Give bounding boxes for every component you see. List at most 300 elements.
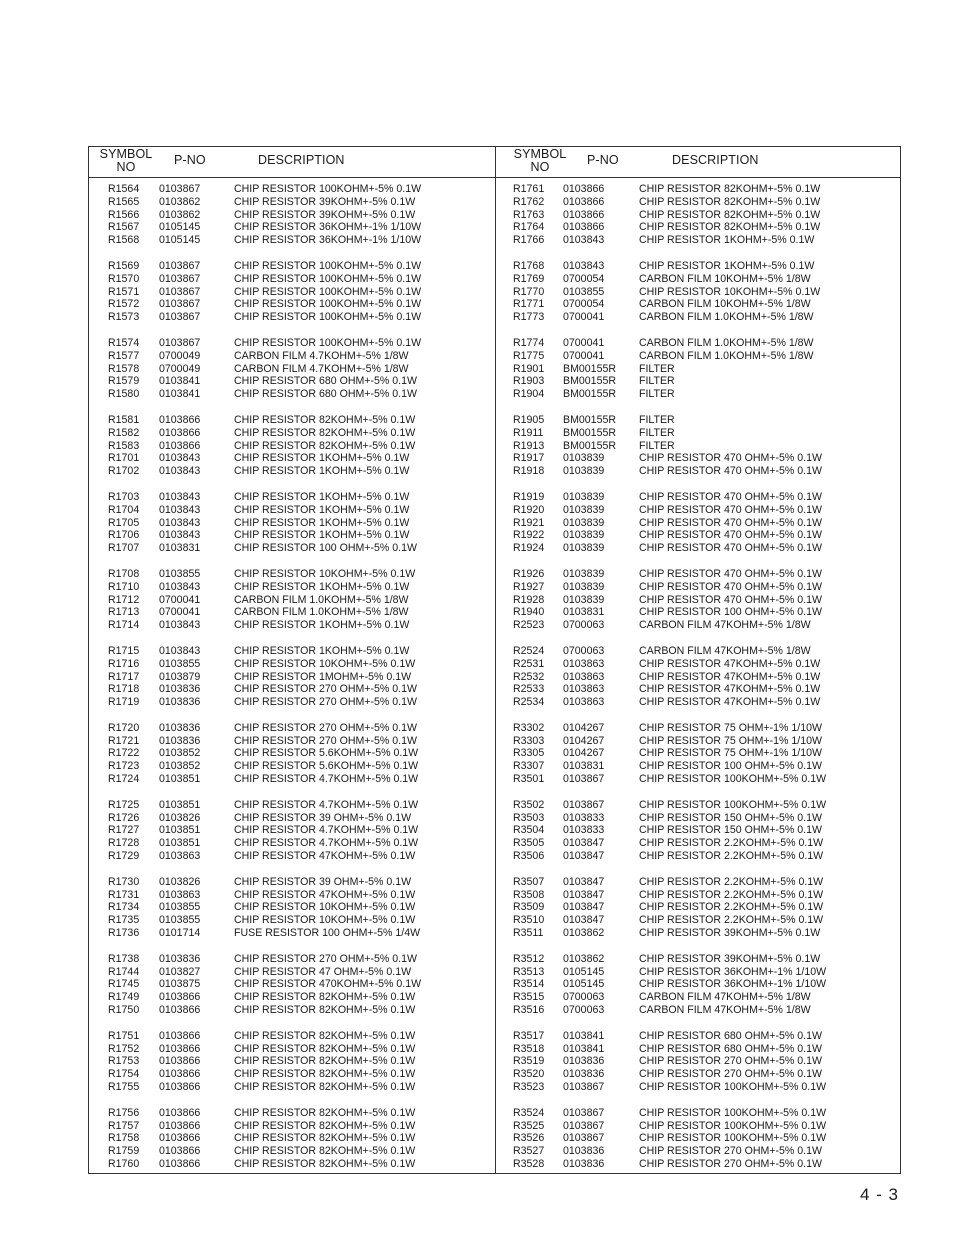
- symbol-no: R3507: [513, 875, 545, 888]
- symbol-no: R2531: [513, 657, 545, 670]
- symbol-no: R1752: [108, 1042, 140, 1055]
- description: CHIP RESISTOR 82KOHM+-5% 0.1W: [234, 1029, 416, 1042]
- symbol-no: R3516: [513, 1004, 545, 1017]
- part-row: [0, 953, 954, 966]
- right-header-pno: P-NO: [587, 153, 619, 167]
- part-no: 0103843: [159, 619, 201, 632]
- description: CHIP RESISTOR 100KOHM+-5% 0.1W: [639, 1106, 827, 1119]
- description: CHIP RESISTOR 270 OHM+-5% 0.1W: [639, 1068, 822, 1081]
- part-no: 0103839: [563, 580, 605, 593]
- part-no: 0103866: [159, 1158, 201, 1170]
- symbol-no: R3526: [513, 1132, 545, 1145]
- symbol-no: R3523: [513, 1081, 545, 1094]
- symbol-no: R1712: [108, 593, 140, 606]
- parts-group: [0, 953, 954, 1017]
- part-no: 0103847: [563, 875, 605, 888]
- description: CHIP RESISTOR 1KOHM+-5% 0.1W: [234, 490, 410, 503]
- symbol-no: R3519: [513, 1055, 545, 1068]
- symbol-no: R1567: [108, 221, 140, 234]
- description: CHIP RESISTOR 270 OHM+-5% 0.1W: [639, 1158, 822, 1170]
- symbol-no: R1773: [513, 311, 545, 324]
- parts-group: [0, 414, 954, 478]
- part-row: [0, 1081, 954, 1094]
- description: CHIP RESISTOR 100KOHM+-5% 0.1W: [639, 1132, 827, 1145]
- part-row: [0, 337, 954, 350]
- right-parts-column: [0, 183, 954, 1184]
- symbol-no: R1570: [108, 272, 140, 285]
- symbol-no: R1759: [108, 1145, 140, 1158]
- symbol-no: R1768: [513, 259, 545, 272]
- part-no: 0103836: [159, 683, 201, 696]
- parts-group: [0, 568, 954, 632]
- part-no: 0700063: [563, 991, 605, 1004]
- part-no: 0104267: [563, 721, 605, 734]
- part-no: 0103847: [563, 914, 605, 927]
- symbol-no: R3510: [513, 914, 545, 927]
- part-row: [0, 812, 954, 825]
- symbol-no: R1579: [108, 375, 140, 388]
- description: CHIP RESISTOR 2.2KOHM+-5% 0.1W: [639, 888, 824, 901]
- symbol-no: R1749: [108, 991, 140, 1004]
- symbol-no: R1583: [108, 439, 140, 452]
- part-no: 0103836: [159, 952, 201, 965]
- description: CHIP RESISTOR 470 OHM+-5% 0.1W: [639, 465, 822, 478]
- symbol-no: R1761: [513, 183, 545, 195]
- part-row: [0, 1004, 954, 1017]
- part-no: 0103879: [159, 670, 201, 683]
- part-no: 0103867: [563, 1132, 605, 1145]
- part-row: [0, 978, 954, 991]
- part-row: [0, 722, 954, 735]
- part-no: 0103843: [159, 516, 201, 529]
- description: CHIP RESISTOR 100KOHM+-5% 0.1W: [639, 1119, 827, 1132]
- description: CHIP RESISTOR 82KOHM+-5% 0.1W: [234, 1132, 416, 1145]
- part-row: [0, 298, 954, 311]
- description: CHIP RESISTOR 4.7KOHM+-5% 0.1W: [234, 773, 419, 786]
- part-row: [0, 747, 954, 760]
- symbol-no: R1775: [513, 349, 545, 362]
- part-no: 0105145: [159, 234, 201, 247]
- description: CHIP RESISTOR 82KOHM+-5% 0.1W: [234, 1055, 416, 1068]
- part-no: 0103833: [563, 811, 605, 824]
- description: CHIP RESISTOR 100KOHM+-5% 0.1W: [234, 272, 422, 285]
- part-no: BM00155R: [563, 375, 616, 388]
- part-no: 0103843: [159, 452, 201, 465]
- description: CHIP RESISTOR 1KOHM+-5% 0.1W: [234, 644, 410, 657]
- part-row: [0, 350, 954, 363]
- description: CHIP RESISTOR 1KOHM+-5% 0.1W: [234, 529, 410, 542]
- symbol-no: R1763: [513, 208, 545, 221]
- symbol-no: R1706: [108, 529, 140, 542]
- part-no: 0103866: [159, 1068, 201, 1081]
- part-no: 0103852: [159, 760, 201, 773]
- description: CHIP RESISTOR 82KOHM+-5% 0.1W: [234, 1042, 416, 1055]
- description: CHIP RESISTOR 4.7KOHM+-5% 0.1W: [234, 798, 419, 811]
- description: CHIP RESISTOR 39KOHM+-5% 0.1W: [639, 952, 821, 965]
- part-row: [0, 452, 954, 465]
- symbol-no: R1710: [108, 580, 140, 593]
- part-no: 0103866: [159, 1145, 201, 1158]
- symbol-no: R1750: [108, 1004, 140, 1017]
- description: CHIP RESISTOR 270 OHM+-5% 0.1W: [234, 683, 417, 696]
- description: CHIP RESISTOR 470 OHM+-5% 0.1W: [639, 567, 822, 580]
- symbol-no: R3515: [513, 991, 545, 1004]
- part-no: 0103862: [159, 195, 201, 208]
- part-row: [0, 414, 954, 427]
- part-no: 0103867: [159, 272, 201, 285]
- description: CHIP RESISTOR 47 OHM+-5% 0.1W: [234, 965, 412, 978]
- part-no: 0103855: [159, 901, 201, 914]
- part-no: 0103867: [563, 773, 605, 786]
- part-no: 0103862: [563, 952, 605, 965]
- description: CHIP RESISTOR 75 OHM+-1% 1/10W: [639, 747, 822, 760]
- left-header-symbol-line1: SYMBOL: [99, 147, 153, 161]
- symbol-no: R3509: [513, 901, 545, 914]
- part-no: 0103839: [563, 542, 605, 555]
- description: CHIP RESISTOR 470 OHM+-5% 0.1W: [639, 593, 822, 606]
- description: CHIP RESISTOR 100KOHM+-5% 0.1W: [234, 336, 422, 349]
- symbol-no: R1730: [108, 875, 140, 888]
- part-row: [0, 1107, 954, 1120]
- description: CHIP RESISTOR 2.2KOHM+-5% 0.1W: [639, 914, 824, 927]
- part-row: [0, 760, 954, 773]
- part-no: 0700054: [563, 272, 605, 285]
- symbol-no: R1901: [513, 362, 545, 375]
- symbol-no: R1728: [108, 837, 140, 850]
- part-no: 0103836: [159, 734, 201, 747]
- part-row: [0, 850, 954, 863]
- part-row: [0, 658, 954, 671]
- part-row: [0, 671, 954, 684]
- description: CHIP RESISTOR 82KOHM+-5% 0.1W: [234, 413, 416, 426]
- symbol-no: R2533: [513, 683, 545, 696]
- symbol-no: R3527: [513, 1145, 545, 1158]
- description: CHIP RESISTOR 36KOHM+-1% 1/10W: [234, 234, 422, 247]
- page-number: 4 - 3: [860, 1185, 900, 1204]
- part-row: [0, 1068, 954, 1081]
- description: CHIP RESISTOR 1KOHM+-5% 0.1W: [234, 465, 410, 478]
- part-no: 0103847: [563, 888, 605, 901]
- part-no: BM00155R: [563, 362, 616, 375]
- description: CHIP RESISTOR 270 OHM+-5% 0.1W: [234, 734, 417, 747]
- part-no: 0103851: [159, 798, 201, 811]
- part-no: 0103839: [563, 529, 605, 542]
- description: CHIP RESISTOR 47KOHM+-5% 0.1W: [639, 657, 821, 670]
- part-row: [0, 927, 954, 940]
- part-no: 0103839: [563, 516, 605, 529]
- part-no: 0103841: [563, 1029, 605, 1042]
- part-no: 0104267: [563, 747, 605, 760]
- description: CARBON FILM 47KOHM+-5% 1/8W: [639, 991, 811, 1004]
- symbol-no: R1701: [108, 452, 140, 465]
- description: CHIP RESISTOR 82KOHM+-5% 0.1W: [234, 1119, 416, 1132]
- symbol-no: R1716: [108, 657, 140, 670]
- part-no: 0103867: [159, 183, 201, 195]
- symbol-no: R1574: [108, 336, 140, 349]
- symbol-no: R1734: [108, 901, 140, 914]
- part-no: 0103847: [563, 901, 605, 914]
- description: CHIP RESISTOR 47KOHM+-5% 0.1W: [639, 670, 821, 683]
- description: CARBON FILM 1.0KOHM+-5% 1/8W: [639, 311, 814, 324]
- symbol-no: R3511: [513, 927, 544, 940]
- description: CARBON FILM 1.0KOHM+-5% 1/8W: [639, 349, 814, 362]
- part-no: BM00155R: [563, 413, 616, 426]
- description: CHIP RESISTOR 100 OHM+-5% 0.1W: [234, 542, 417, 555]
- symbol-no: R3528: [513, 1158, 545, 1170]
- part-no: 0103863: [563, 683, 605, 696]
- symbol-no: R3501: [513, 773, 545, 786]
- description: FILTER: [639, 362, 675, 375]
- description: CHIP RESISTOR 82KOHM+-5% 0.1W: [234, 1145, 416, 1158]
- description: CHIP RESISTOR 5.6KOHM+-5% 0.1W: [234, 747, 419, 760]
- part-no: 0103836: [563, 1158, 605, 1170]
- description: CHIP RESISTOR 1KOHM+-5% 0.1W: [234, 503, 410, 516]
- parts-group: [0, 1107, 954, 1171]
- part-no: 0103866: [159, 1119, 201, 1132]
- part-no: 0700041: [563, 311, 605, 324]
- part-row: [0, 260, 954, 273]
- symbol-no: R2523: [513, 619, 545, 632]
- description: CHIP RESISTOR 270 OHM+-5% 0.1W: [234, 696, 417, 709]
- part-no: 0103866: [159, 1029, 201, 1042]
- parts-group: [0, 183, 954, 247]
- symbol-no: R2534: [513, 696, 545, 709]
- description: CHIP RESISTOR 470 OHM+-5% 0.1W: [639, 452, 822, 465]
- description: CHIP RESISTOR 1KOHM+-5% 0.1W: [234, 619, 410, 632]
- symbol-no: R1756: [108, 1106, 140, 1119]
- description: CHIP RESISTOR 82KOHM+-5% 0.1W: [234, 1004, 416, 1017]
- symbol-no: R1573: [108, 311, 140, 324]
- part-row: [0, 594, 954, 607]
- symbol-no: R1572: [108, 298, 140, 311]
- description: CHIP RESISTOR 82KOHM+-5% 0.1W: [234, 439, 416, 452]
- symbol-no: R1771: [513, 298, 545, 311]
- description: CHIP RESISTOR 82KOHM+-5% 0.1W: [639, 208, 821, 221]
- symbol-no: R1738: [108, 952, 140, 965]
- left-header-symbol: [96, 148, 156, 174]
- symbol-no: R1721: [108, 734, 140, 747]
- part-no: 0103839: [563, 465, 605, 478]
- part-no: 0700063: [563, 644, 605, 657]
- part-no: 0103866: [159, 1132, 201, 1145]
- part-row: [0, 1055, 954, 1068]
- left-header-symbol-line2: NO: [116, 160, 136, 174]
- symbol-no: R1729: [108, 850, 140, 863]
- symbol-no: R3508: [513, 888, 545, 901]
- symbol-no: R1719: [108, 696, 140, 709]
- part-row: [0, 196, 954, 209]
- description: CHIP RESISTOR 150 OHM+-5% 0.1W: [639, 811, 822, 824]
- symbol-no: R1580: [108, 388, 140, 401]
- part-row: [0, 1145, 954, 1158]
- symbol-no: R1566: [108, 208, 140, 221]
- description: CARBON FILM 1.0KOHM+-5% 1/8W: [639, 336, 814, 349]
- part-no: 0103867: [159, 311, 201, 324]
- symbol-no: R3524: [513, 1106, 545, 1119]
- description: CHIP RESISTOR 680 OHM+-5% 0.1W: [639, 1042, 822, 1055]
- symbol-no: R1731: [108, 888, 140, 901]
- description: CARBON FILM 47KOHM+-5% 1/8W: [639, 619, 811, 632]
- description: CHIP RESISTOR 1KOHM+-5% 0.1W: [234, 580, 410, 593]
- symbol-no: R1903: [513, 375, 545, 388]
- description: CHIP RESISTOR 680 OHM+-5% 0.1W: [639, 1029, 822, 1042]
- symbol-no: R1568: [108, 234, 140, 247]
- symbol-no: R1744: [108, 965, 140, 978]
- description: CHIP RESISTOR 39KOHM+-5% 0.1W: [639, 927, 821, 940]
- description: CHIP RESISTOR 82KOHM+-5% 0.1W: [234, 1081, 416, 1094]
- part-row: [0, 1120, 954, 1133]
- part-row: [0, 966, 954, 979]
- part-no: 0103843: [159, 490, 201, 503]
- symbol-no: R1922: [513, 529, 545, 542]
- part-row: [0, 799, 954, 812]
- description: CHIP RESISTOR 75 OHM+-1% 1/10W: [639, 734, 822, 747]
- part-no: BM00155R: [563, 426, 616, 439]
- description: CHIP RESISTOR 47KOHM+-5% 0.1W: [639, 683, 821, 696]
- symbol-no: R1762: [513, 195, 545, 208]
- description: CHIP RESISTOR 1KOHM+-5% 0.1W: [639, 234, 815, 247]
- part-no: 0103836: [563, 1055, 605, 1068]
- part-no: 0103862: [159, 208, 201, 221]
- part-no: 0103839: [563, 503, 605, 516]
- part-row: [0, 221, 954, 234]
- symbol-no: R3504: [513, 824, 545, 837]
- symbol-no: R1705: [108, 516, 140, 529]
- description: CHIP RESISTOR 36KOHM+-1% 1/10W: [234, 221, 422, 234]
- description: CHIP RESISTOR 10KOHM+-5% 0.1W: [234, 914, 416, 927]
- symbol-no: R3518: [513, 1042, 545, 1055]
- part-row: [0, 606, 954, 619]
- description: CHIP RESISTOR 82KOHM+-5% 0.1W: [639, 195, 821, 208]
- description: FILTER: [639, 439, 675, 452]
- part-no: 0103867: [563, 798, 605, 811]
- description: FILTER: [639, 375, 675, 388]
- symbol-no: R1766: [513, 234, 545, 247]
- symbol-no: R1919: [513, 490, 545, 503]
- description: CHIP RESISTOR 82KOHM+-5% 0.1W: [234, 1068, 416, 1081]
- part-row: [0, 696, 954, 709]
- part-row: [0, 889, 954, 902]
- description: CHIP RESISTOR 100 OHM+-5% 0.1W: [639, 760, 822, 773]
- symbol-no: R3520: [513, 1068, 545, 1081]
- part-no: 0103855: [159, 914, 201, 927]
- part-no: 0103851: [159, 773, 201, 786]
- part-no: 0103866: [563, 221, 605, 234]
- symbol-no: R1718: [108, 683, 140, 696]
- symbol-no: R1717: [108, 670, 140, 683]
- description: CHIP RESISTOR 100KOHM+-5% 0.1W: [234, 298, 422, 311]
- description: FILTER: [639, 388, 675, 401]
- description: CHIP RESISTOR 100KOHM+-5% 0.1W: [234, 311, 422, 324]
- description: CHIP RESISTOR 47KOHM+-5% 0.1W: [234, 888, 416, 901]
- description: CHIP RESISTOR 1MOHM+-5% 0.1W: [234, 670, 412, 683]
- part-row: [0, 363, 954, 376]
- symbol-no: R1751: [108, 1029, 140, 1042]
- description: CHIP RESISTOR 47KOHM+-5% 0.1W: [234, 850, 416, 863]
- part-no: 0103839: [563, 452, 605, 465]
- symbol-no: R1569: [108, 259, 140, 272]
- symbol-no: R1735: [108, 914, 140, 927]
- part-no: 0103867: [159, 285, 201, 298]
- description: CHIP RESISTOR 100KOHM+-5% 0.1W: [234, 259, 422, 272]
- symbol-no: R1755: [108, 1081, 140, 1094]
- symbol-no: R1769: [513, 272, 545, 285]
- description: CHIP RESISTOR 75 OHM+-1% 1/10W: [639, 721, 822, 734]
- description: CARBON FILM 4.7KOHM+-5% 1/8W: [234, 362, 409, 375]
- part-no: 0103851: [159, 837, 201, 850]
- symbol-no: R1725: [108, 798, 140, 811]
- symbol-no: R1764: [513, 221, 545, 234]
- description: FILTER: [639, 413, 675, 426]
- symbol-no: R3502: [513, 798, 545, 811]
- part-no: 0103867: [563, 1081, 605, 1094]
- description: CHIP RESISTOR 100KOHM+-5% 0.1W: [234, 183, 422, 195]
- symbol-no: R1722: [108, 747, 140, 760]
- description: CHIP RESISTOR 82KOHM+-5% 0.1W: [234, 1158, 416, 1170]
- description: CHIP RESISTOR 1KOHM+-5% 0.1W: [639, 259, 815, 272]
- part-no: 0103843: [563, 259, 605, 272]
- part-no: 0103843: [159, 465, 201, 478]
- part-row: [0, 1043, 954, 1056]
- symbol-no: R3307: [513, 760, 545, 773]
- symbol-no: R1754: [108, 1068, 140, 1081]
- part-no: 0103836: [563, 1145, 605, 1158]
- parts-group: [0, 491, 954, 555]
- description: CARBON FILM 1.0KOHM+-5% 1/8W: [234, 593, 409, 606]
- description: CHIP RESISTOR 680 OHM+-5% 0.1W: [234, 375, 417, 388]
- right-header-symbol-line2: NO: [530, 160, 550, 174]
- part-row: [0, 542, 954, 555]
- symbol-no: R1770: [513, 285, 545, 298]
- description: CHIP RESISTOR 82KOHM+-5% 0.1W: [234, 1106, 416, 1119]
- symbol-no: R1565: [108, 195, 140, 208]
- part-row: [0, 914, 954, 927]
- description: CARBON FILM 10KOHM+-5% 1/8W: [639, 272, 811, 285]
- part-no: 0103843: [159, 503, 201, 516]
- part-no: 0103866: [159, 426, 201, 439]
- part-row: [0, 427, 954, 440]
- description: CHIP RESISTOR 100KOHM+-5% 0.1W: [234, 285, 422, 298]
- description: CHIP RESISTOR 470 OHM+-5% 0.1W: [639, 580, 822, 593]
- part-no: 0103866: [563, 183, 605, 195]
- description: CHIP RESISTOR 2.2KOHM+-5% 0.1W: [639, 850, 824, 863]
- symbol-no: R3503: [513, 811, 545, 824]
- parts-group: [0, 876, 954, 940]
- part-no: 0700054: [563, 298, 605, 311]
- description: CHIP RESISTOR 1KOHM+-5% 0.1W: [234, 516, 410, 529]
- symbol-no: R3514: [513, 978, 545, 991]
- symbol-no: R3513: [513, 965, 545, 978]
- part-no: 0103866: [159, 1081, 201, 1094]
- part-no: 0700041: [159, 593, 201, 606]
- right-header-symbol-line1: SYMBOL: [513, 147, 567, 161]
- part-no: 0103866: [563, 195, 605, 208]
- symbol-no: R1926: [513, 567, 545, 580]
- description: CHIP RESISTOR 270 OHM+-5% 0.1W: [234, 952, 417, 965]
- part-row: [0, 517, 954, 530]
- description: CHIP RESISTOR 100KOHM+-5% 0.1W: [639, 773, 827, 786]
- part-no: 0700041: [563, 349, 605, 362]
- symbol-no: R2532: [513, 670, 545, 683]
- description: CHIP RESISTOR 39KOHM+-5% 0.1W: [234, 208, 416, 221]
- part-no: 0103843: [159, 580, 201, 593]
- symbol-no: R2524: [513, 644, 545, 657]
- description: CHIP RESISTOR 680 OHM+-5% 0.1W: [234, 388, 417, 401]
- description: CHIP RESISTOR 10KOHM+-5% 0.1W: [639, 285, 821, 298]
- symbol-no: R1703: [108, 490, 140, 503]
- symbol-no: R3305: [513, 747, 545, 760]
- symbol-no: R3302: [513, 721, 545, 734]
